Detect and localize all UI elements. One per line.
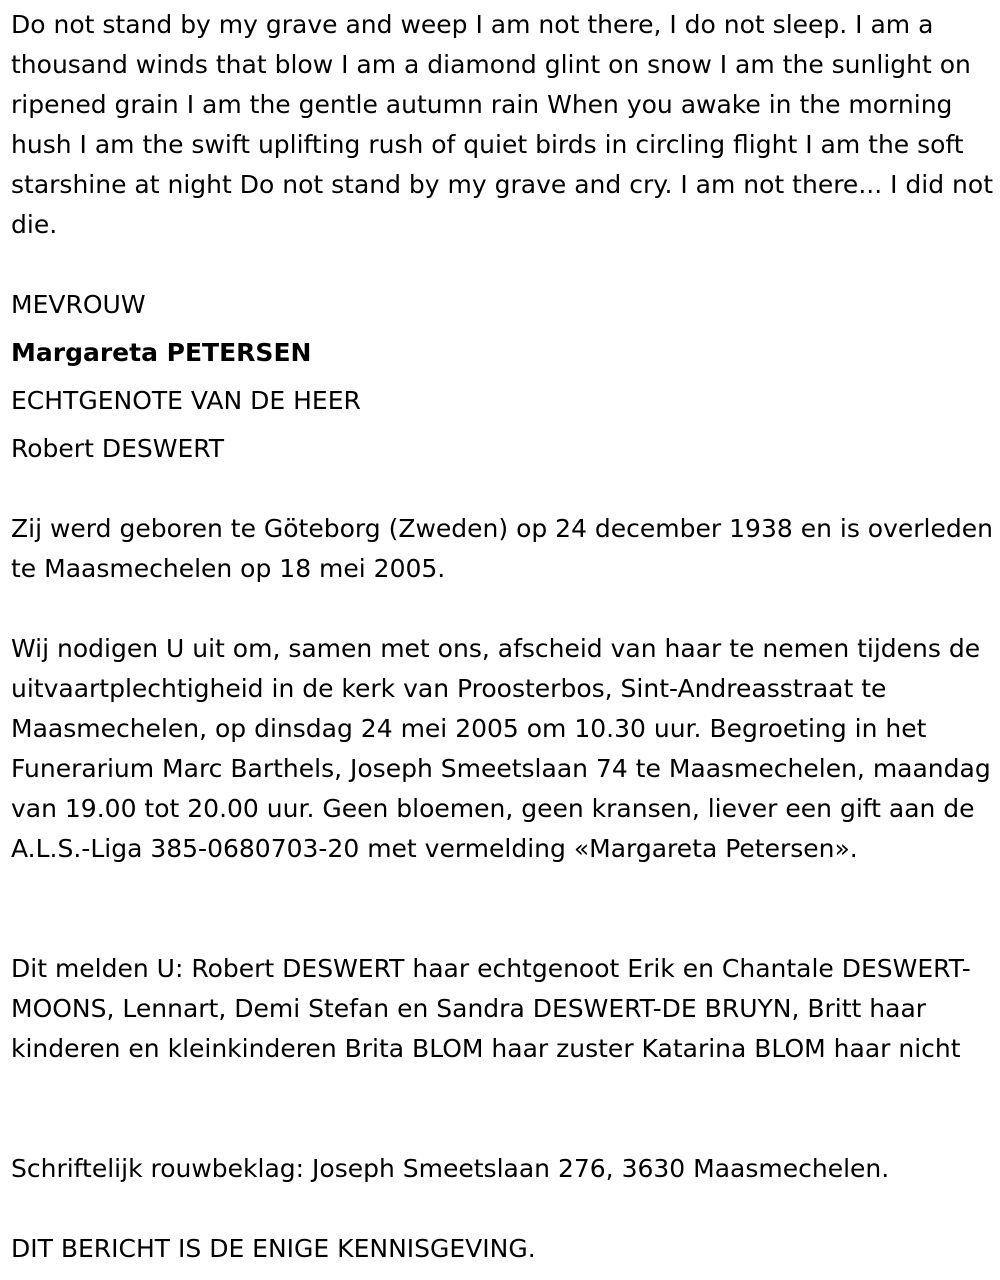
deceased-name: Margareta PETERSEN bbox=[11, 338, 312, 367]
poem-paragraph: Do not stand by my grave and weep I am not there, I do not sleep. I am a thousand winds that blow I am a diamond glint on snow I am the sunlight on ripened grain I am the gentle autumn rain When you awake in the morning hush I am the swift uplifting rush of quiet birds in circling flight I am the soft starshine at night Do not stand by my grave and cry. I am not there... I did not die. bbox=[11, 10, 993, 239]
notice-line: DIT BERICHT IS DE ENIGE KENNISGEVING. bbox=[11, 1234, 536, 1263]
invitation-paragraph: Wij nodigen U uit om, samen met ons, afscheid van haar te nemen tijdens de uitvaartplechtigheid in de kerk van Proosterbos, Sint-Andreasstraat te Maasmechelen, op dinsdag 24 mei 2005 om 10.30 uur. Begroeting in het Funerarium Marc Barthels, Joseph Smeetslaan 74 te Maasmechelen, maandag van 19.00 tot 20.00 uur. Geen bloemen, geen kransen, liever een gift aan de A.L.S.-Liga 385-0680703-20 met vermelding «Margareta Petersen». bbox=[11, 634, 991, 863]
birth-death-paragraph: Zij werd geboren te Göteborg (Zweden) op 24 december 1938 en is overleden te Maasmechelen op 18 mei 2005. bbox=[11, 514, 993, 583]
relation-line: ECHTGENOTE VAN DE HEER bbox=[11, 386, 361, 415]
announcers-paragraph: Dit melden U: Robert DESWERT haar echtgenoot Erik en Chantale DESWERT-MOONS, Lennart, Demi Stefan en Sandra DESWERT-DE BRUYN, Britt haar kinderen en kleinkinderen Brita BLOM haar zuster Katarina BLOM haar nicht bbox=[11, 954, 971, 1063]
spouse-name: Robert DESWERT bbox=[11, 434, 225, 463]
condolence-address: Schriftelijk rouwbeklag: Joseph Smeetslaan 276, 3630 Maasmechelen. bbox=[11, 1154, 890, 1183]
title-prefix: MEVROUW bbox=[11, 290, 146, 319]
